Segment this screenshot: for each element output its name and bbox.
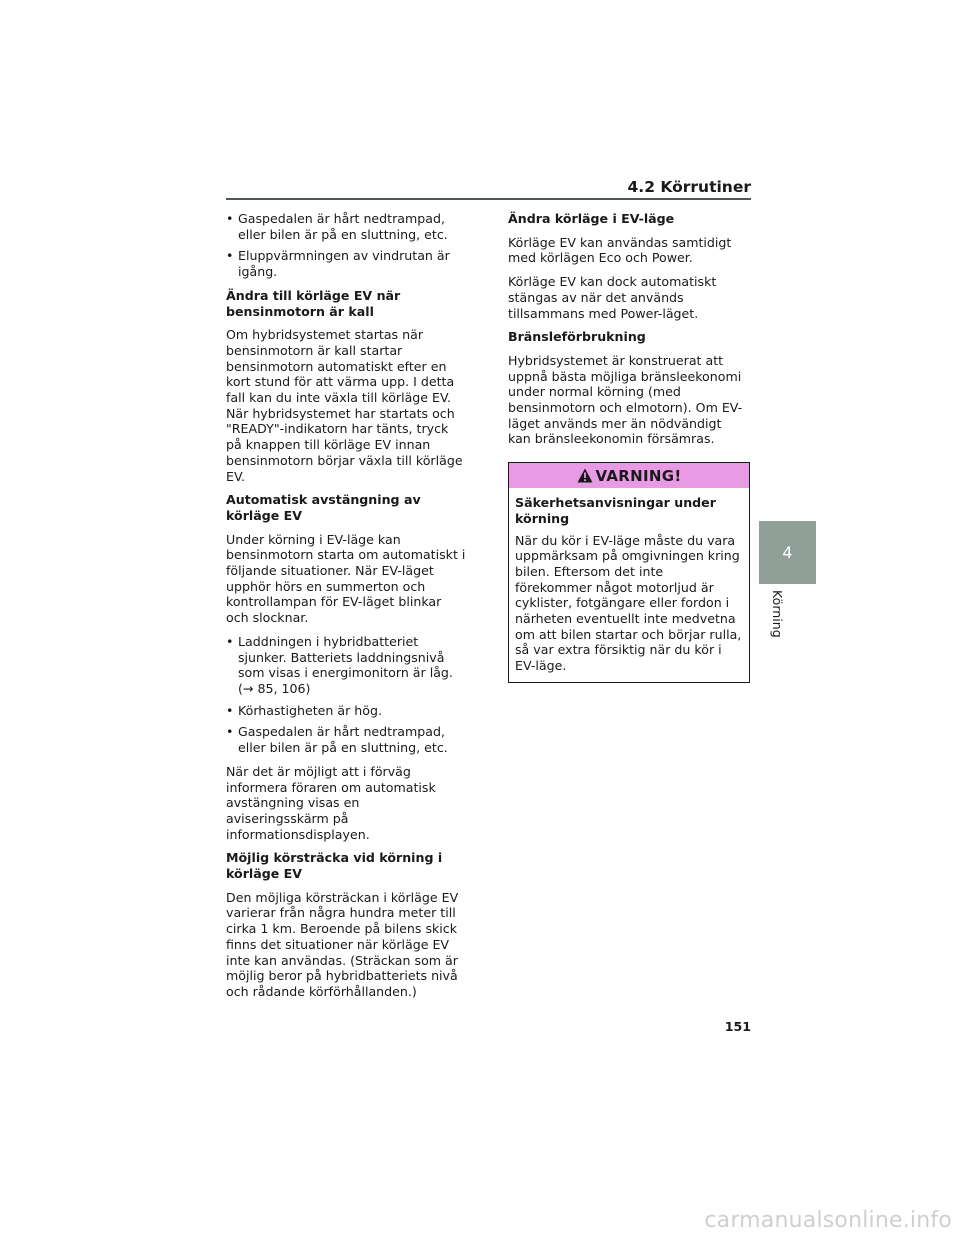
paragraph: Den möjliga körsträckan i körläge EV varierar från några hundra meter till cirka 1 km. Beroende på bilens skick finns det situationer när körläge EV inte kan användas. (Sträckan som är möjlig beror på hybridbatteriets nivå och rådande körförhållanden.) [226, 889, 459, 999]
paragraph: Om hybridsystemet startas när bensinmotorn är kall startar bensinmotorn automatiskt efter en kort stund för att värma upp. I detta fall kan du inte växla till körläge EV. När hybridsystemet har startats och "READY"-indikatorn har tänts, tryck på knappen till körläge EV innan bensinmotorn börjar växla till körläge EV. [226, 327, 463, 484]
bullet-list-top [226, 211, 466, 280]
left-column [226, 211, 466, 1008]
heading-fuel-consumption: Bränsleförbrukning [508, 329, 646, 345]
warning-triangle-icon [577, 468, 593, 483]
warning-body [509, 488, 749, 682]
list-item: • Eluppvärmningen av vindrutan är igång. [226, 248, 466, 279]
chapter-tab [759, 521, 816, 584]
paragraph: Under körning i EV-läge kan bensinmotorn starta om automatiskt i följande situationer. När EV-läget upphör hörs en summerton och kontrollampan för EV-läget blinkar och slocknar. [226, 531, 466, 626]
list-item: • Laddningen i hybridbatteriet sjunker. Batteriets laddningsnivå som visas i energimonitorn är låg. (→ 85, 106) [226, 634, 466, 697]
heading-ev-range: Möjlig körsträcka vid körning i körläge EV [226, 850, 443, 882]
chapter-label: Körning [770, 590, 785, 638]
warning-label: VARNING! [595, 466, 682, 485]
paragraph: Körläge EV kan användas samtidigt med körlägen Eco och Power. [508, 234, 732, 266]
list-item: • Gaspedalen är hårt nedtrampad, eller bilen är på en sluttning, etc. [226, 724, 466, 755]
chapter-number: 4 [782, 543, 793, 562]
list-item: • Gaspedalen är hårt nedtrampad, eller bilen är på en sluttning, etc. [226, 211, 466, 242]
page-number: 151 [724, 1019, 751, 1034]
warning-text: När du kör i EV-läge måste du vara uppmärksam på omgivningen kring bilen. Eftersom det inte förekommer något motorljud är cyklister, fotgängare eller fordon i närheten eventuellt inte medvetna om att bilen startar och börjar rulla, så var extra försiktig när du kör i EV-läge. [515, 532, 742, 674]
watermark: carmanualsonline.info [704, 1208, 952, 1233]
warning-box [508, 462, 750, 683]
right-column [508, 211, 748, 683]
list-item: • Körhastigheten är hög. [226, 703, 466, 719]
warning-header [509, 463, 749, 488]
heading-auto-shutoff: Automatisk avstängning av körläge EV [226, 492, 421, 523]
paragraph: När det är möjligt att i förväg informera föraren om automatisk avstängning visas en aviseringsskärm på informationsdisplayen. [226, 763, 436, 842]
paragraph: Hybridsystemet är konstruerat att uppnå bästa möjliga bränsleekonomi under normal körning (med bensinmotorn och elmotorn). Om EV-läget används mer än nödvändigt kan bränsleekonomin försämras. [508, 352, 743, 447]
paragraph: Körläge EV kan dock automatiskt stängas av när det används tillsammans med Power-läget. [508, 274, 717, 321]
section-header: 4.2 Körrutiner [627, 178, 751, 196]
warning-heading: Säkerhetsanvisningar under körning [515, 495, 716, 526]
header-rule [226, 198, 751, 200]
heading-change-mode: Ändra körläge i EV-läge [508, 211, 675, 226]
heading-ev-cold-engine: Ändra till körläge EV när bensinmotorn är kall [226, 287, 401, 319]
bullet-list-mid [226, 634, 466, 756]
